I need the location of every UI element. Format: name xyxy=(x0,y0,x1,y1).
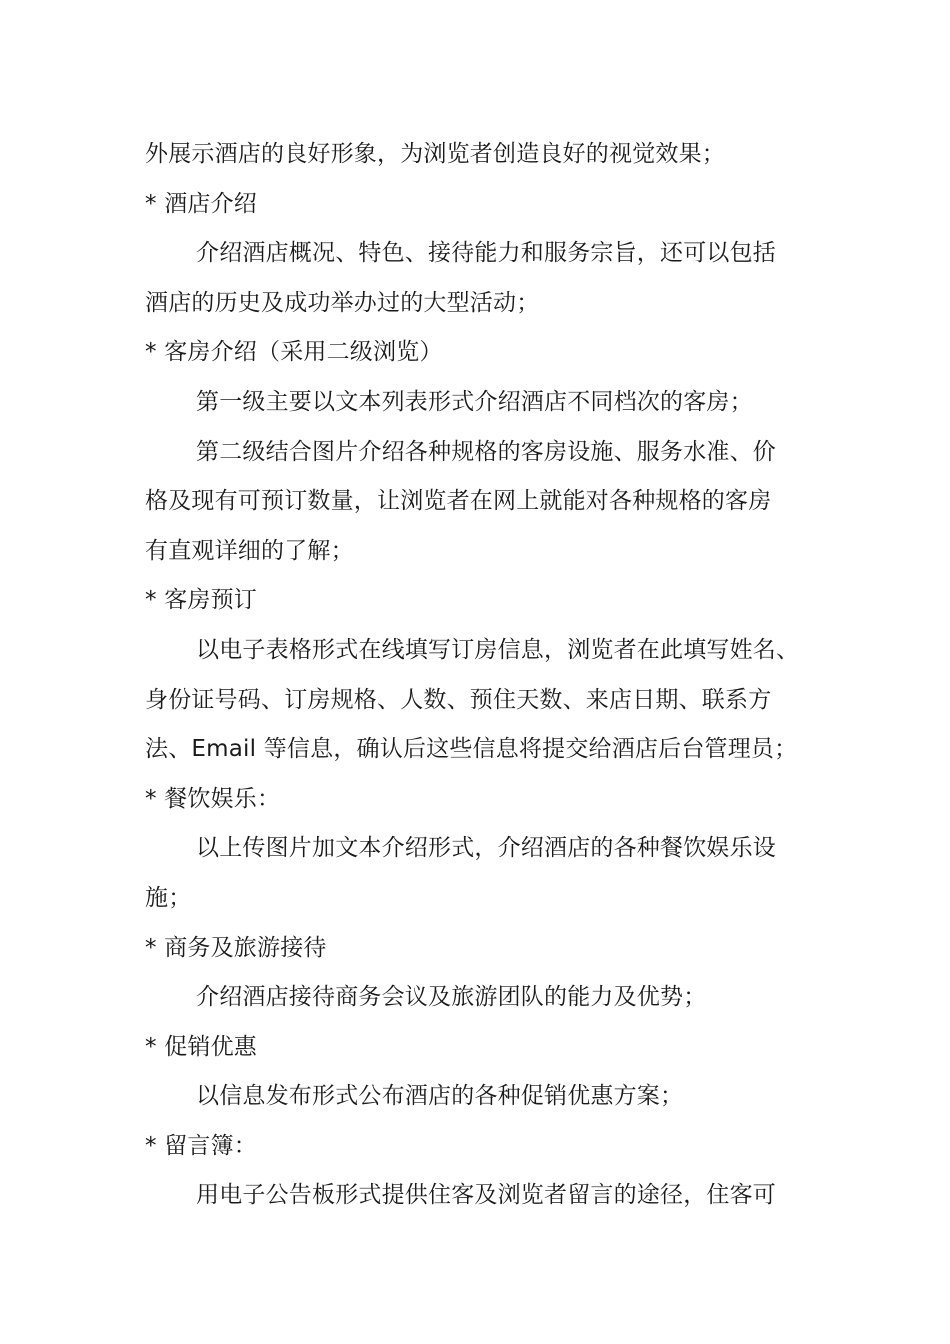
body-line: 法、Email 等信息，确认后这些信息将提交给酒店后台管理员； xyxy=(145,736,798,763)
body-line: 外展示酒店的良好形象，为浏览者创造良好的视觉效果； xyxy=(145,141,725,167)
body-line: 施； xyxy=(145,884,192,911)
section-heading-business: * 商务及旅游接待 xyxy=(145,934,327,961)
paragraph-line: 用电子公告板形式提供住客及浏览者留言的途径，住客可 xyxy=(196,1182,776,1209)
body-line: 有直观详细的了解； xyxy=(145,537,354,564)
section-heading-hotel-intro: * 酒店介绍 xyxy=(145,190,258,217)
paragraph-line: 第一级主要以文本列表形式介绍酒店不同档次的客房； xyxy=(196,388,753,415)
body-line: 身份证号码、订房规格、人数、预住天数、来店日期、联系方 xyxy=(145,686,772,713)
section-heading-promotions: * 促销优惠 xyxy=(145,1033,258,1060)
section-heading-dining: * 餐饮娱乐： xyxy=(145,785,281,812)
body-line: 格及现有可预订数量，让浏览者在网上就能对各种规格的客房 xyxy=(145,488,772,515)
paragraph-line: 介绍酒店概况、特色、接待能力和服务宗旨，还可以包括 xyxy=(196,240,776,267)
section-heading-room-intro: * 客房介绍（采用二级浏览） xyxy=(145,339,443,366)
paragraph-line: 以上传图片加文本介绍形式，介绍酒店的各种餐饮娱乐设 xyxy=(196,835,776,862)
section-heading-room-booking: * 客房预订 xyxy=(145,587,258,614)
document-body xyxy=(145,130,845,1221)
section-heading-guestbook: * 留言簿： xyxy=(145,1132,258,1159)
paragraph-line: 第二级结合图片介绍各种规格的客房设施、服务水准、价 xyxy=(196,438,776,465)
paragraph-line: 以信息发布形式公布酒店的各种促销优惠方案； xyxy=(196,1083,684,1110)
paragraph-line: 以电子表格形式在线填写订房信息，浏览者在此填写姓名、 xyxy=(196,636,800,663)
paragraph-line: 介绍酒店接待商务会议及旅游团队的能力及优势； xyxy=(196,984,707,1011)
body-line: 酒店的历史及成功举办过的大型活动； xyxy=(145,289,540,316)
